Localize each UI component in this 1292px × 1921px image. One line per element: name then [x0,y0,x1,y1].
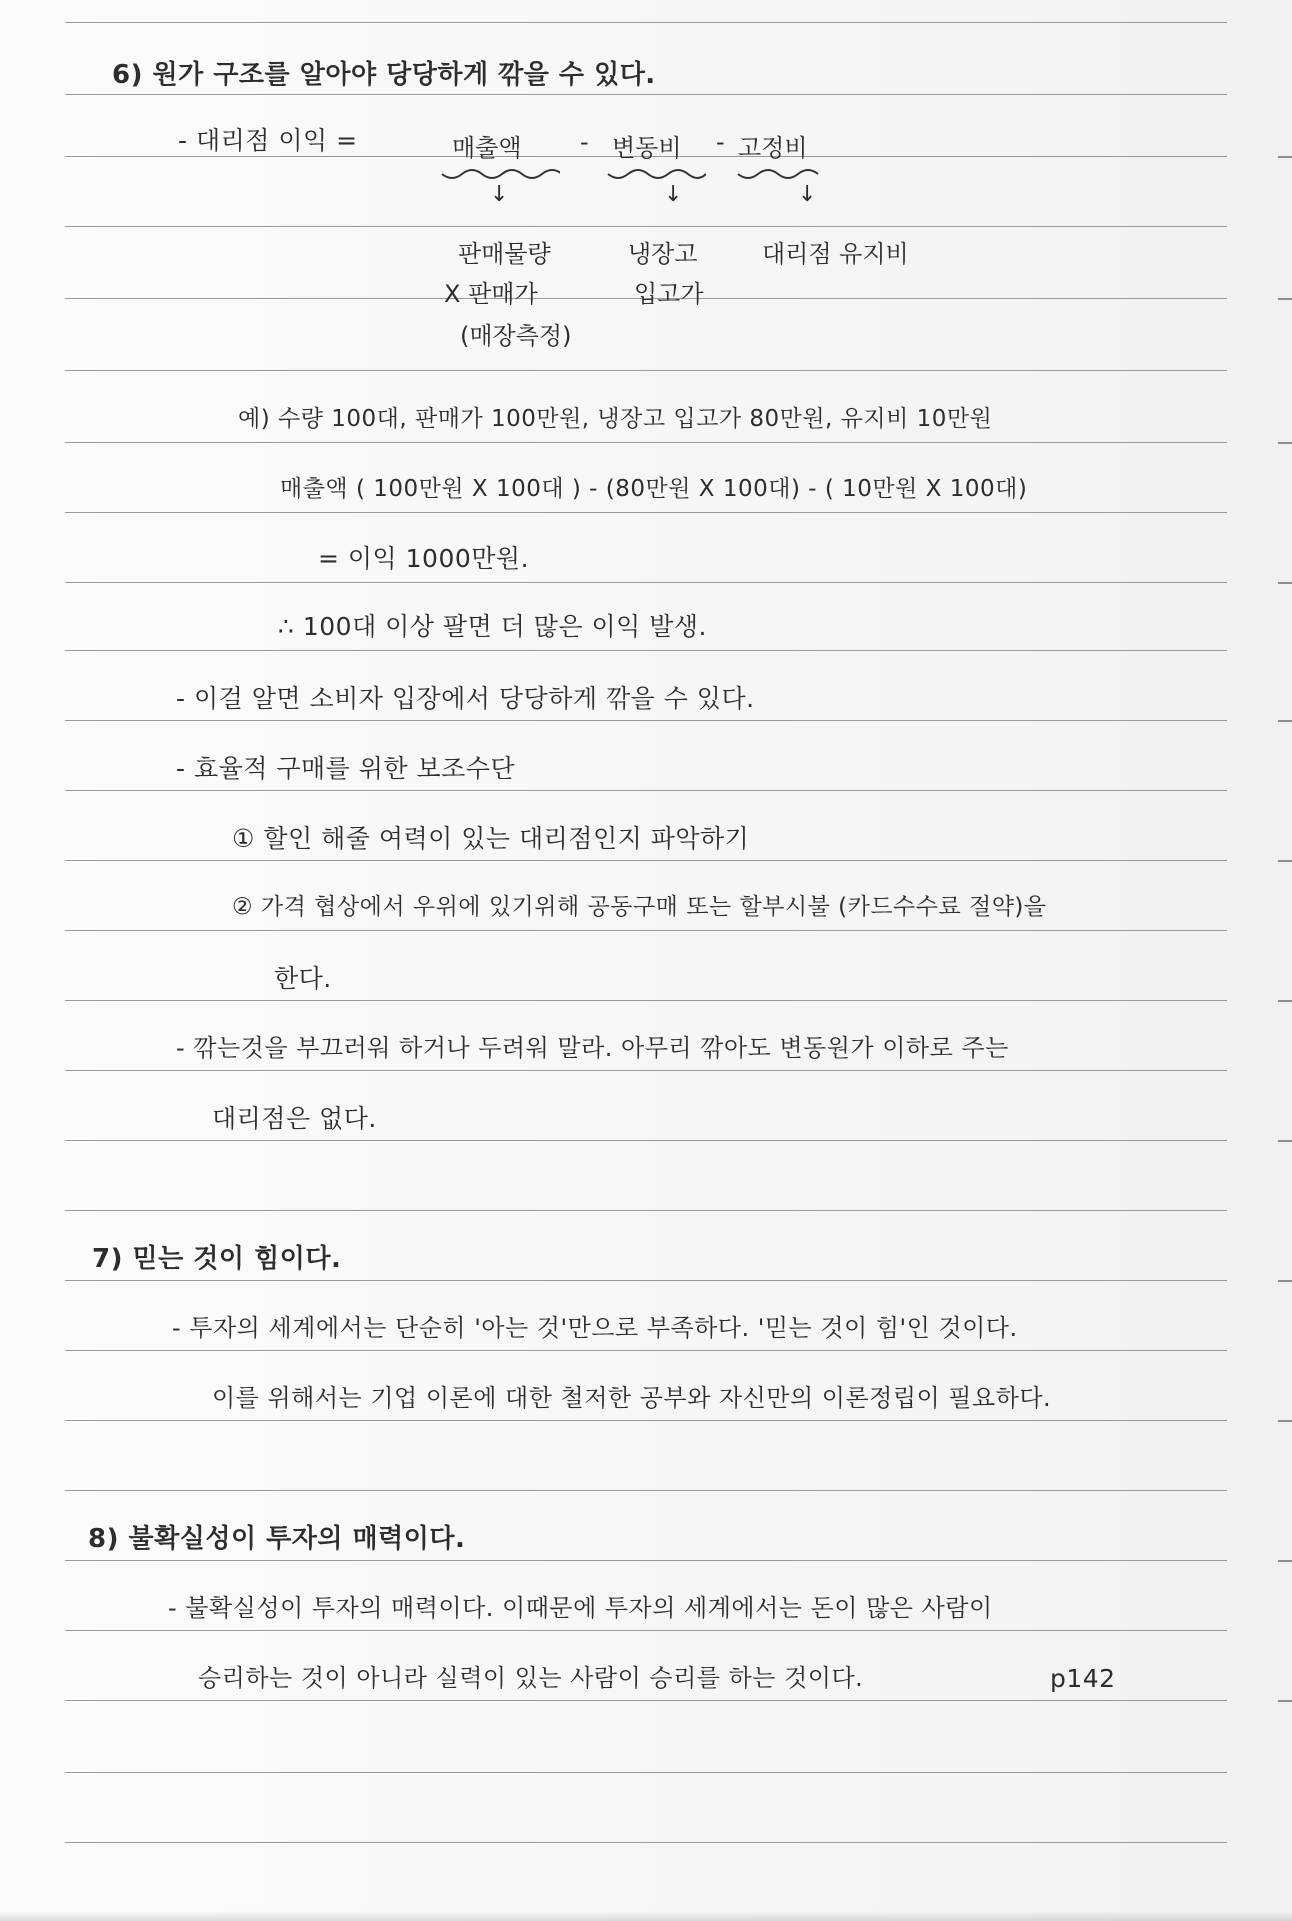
page-bottom-edge [0,1911,1292,1921]
ruled-line [65,1700,1227,1701]
section-6-heading: 6) 원가 구조를 알아야 당당하게 깎을 수 있다. [112,60,656,90]
section-8-heading: 8) 불확실성이 투자의 매력이다. [88,1524,466,1554]
ruled-line [65,582,1227,583]
ruled-line [65,1000,1227,1001]
ruled-line [65,22,1227,23]
ruled-line [65,1630,1227,1631]
ruled-line [65,1842,1227,1843]
ruled-line [65,1140,1227,1141]
ruled-line [65,1070,1227,1071]
section-8-line-cont: 승리하는 것이 아니라 실력이 있는 사람이 승리를 하는 것이다. [198,1664,864,1692]
numbered-item-1: ① 할인 해줄 여력이 있는 대리점인지 파악하기 [232,824,750,853]
ruled-line [65,1560,1227,1561]
ruled-line [65,930,1227,931]
ruled-line [65,1490,1227,1491]
ruled-line [65,1280,1227,1281]
edge-mark [1278,1280,1292,1282]
down-arrow-icon: ↓ [798,182,817,207]
edge-mark [1278,1560,1292,1562]
sales-detail-line3: (매장측정) [460,322,572,350]
section-7-line: - 투자의 세계에서는 단순히 '아는 것'만으로 부족하다. '믿는 것이 힘'인 것이다. [172,1314,1018,1342]
edge-mark [1278,156,1292,158]
ruled-line [65,1350,1227,1351]
edge-mark [1278,1420,1292,1422]
numbered-item-2-cont: 한다. [274,964,332,993]
example-line-1: 예) 수량 100대, 판매가 100만원, 냉장고 입고가 80만원, 유지비 10만원 [238,406,993,432]
sales-detail-line2: X 판매가 [444,280,538,308]
edge-mark [1278,1000,1292,1002]
down-arrow-icon: ↓ [490,182,509,207]
formula-minus: - [580,128,589,156]
ruled-line [65,370,1227,371]
ruled-line [65,790,1227,791]
edge-mark [1278,442,1292,444]
ruled-line [65,1210,1227,1211]
ruled-line [65,1772,1227,1773]
formula-lead: - 대리점 이익 = [178,126,358,155]
sales-detail-line1: 판매물량 [458,240,551,268]
edge-mark [1278,1140,1292,1142]
edge-mark [1278,860,1292,862]
ruled-line [65,650,1227,651]
formula-term-variable-cost: 변동비 [612,134,682,162]
edge-mark [1278,1700,1292,1702]
section-8-line: - 불확실성이 투자의 매력이다. 이때문에 투자의 세계에서는 돈이 많은 사람이 [168,1594,993,1622]
variable-cost-detail-line2: 입고가 [634,280,704,308]
section-7-line-cont: 이를 위해서는 기업 이론에 대한 철저한 공부와 자신만의 이론정립이 필요하다. [212,1384,1052,1412]
page-reference: p142 [1050,1664,1116,1693]
example-line-4: ∴ 100대 이상 팔면 더 많은 이익 발생. [278,612,707,641]
bullet-line: - 이걸 알면 소비자 입장에서 당당하게 깎을 수 있다. [176,684,755,713]
ruled-line [65,720,1227,721]
bullet-line-cont: 대리점은 없다. [212,1104,377,1133]
example-line-2: 매출액 ( 100만원 X 100대 ) - (80만원 X 100대) - ( 10만원 X 100대) [280,476,1028,502]
edge-mark [1278,720,1292,722]
down-arrow-icon: ↓ [664,182,683,207]
section-7-heading: 7) 믿는 것이 힘이다. [92,1244,342,1274]
formula-term-fixed-cost: 고정비 [738,134,808,162]
numbered-item-2: ② 가격 협상에서 우위에 있기위해 공동구매 또는 할부시불 (카드수수료 절약)을 [232,894,1047,920]
ruled-line [65,1420,1227,1421]
edge-mark [1278,298,1292,300]
bullet-line: - 깎는것을 부끄러워 하거나 두려워 말라. 아무리 깎아도 변동원가 이하로 주는 [176,1034,1009,1062]
ruled-line [65,860,1227,861]
fixed-cost-detail-line1: 대리점 유지비 [762,240,909,268]
bullet-line: - 효율적 구매를 위한 보조수단 [176,754,516,783]
ruled-line [65,512,1227,513]
wavy-underline [606,168,706,184]
ruled-line [65,442,1227,443]
formula-minus: - [716,128,725,156]
ruled-line [65,94,1227,95]
ruled-line [65,226,1227,227]
edge-mark [1278,582,1292,584]
variable-cost-detail-line1: 냉장고 [628,240,698,268]
example-line-3: = 이익 1000만원. [318,544,530,573]
formula-term-sales: 매출액 [452,134,522,162]
